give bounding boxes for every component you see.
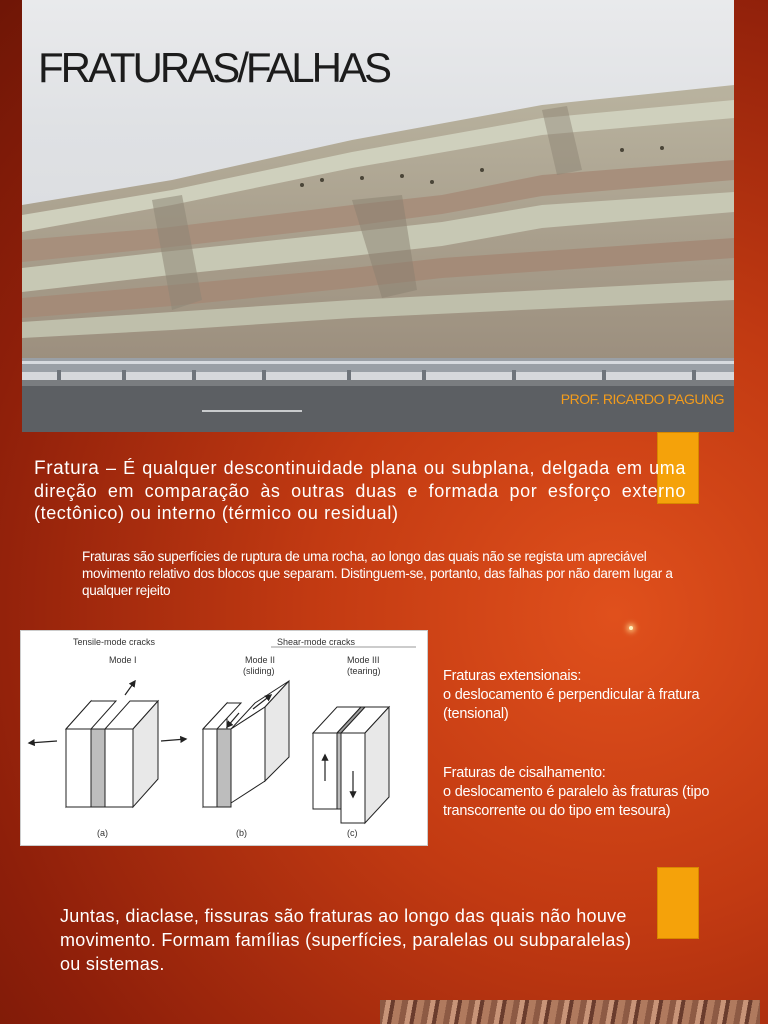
mode2-sub: (sliding)	[243, 666, 275, 676]
extensional-text: o deslocamento é perpendicular à fratura (tensional)	[443, 687, 700, 722]
label-c: (c)	[347, 828, 358, 838]
mode3-label: Mode III	[347, 655, 380, 665]
author-credit: PROF. RICARDO PAGUNG	[560, 391, 724, 407]
accent-bar-bottom	[657, 867, 699, 939]
page-title: FRATURAS/FALHAS	[38, 44, 389, 91]
extensional-title: Fraturas extensionais:	[443, 668, 582, 684]
rock-photo-partial	[380, 1000, 760, 1024]
shear-header: Shear-mode cracks	[277, 637, 356, 647]
label-a: (a)	[97, 828, 108, 838]
joints-paragraph: Juntas, diaclase, fissuras são fraturas ao longo das quais não houve movimento. Formam famílias (superfícies, paralelas ou subparalelas) ou sistemas.	[60, 906, 632, 974]
label-b: (b)	[236, 828, 247, 838]
crack-modes-diagram	[21, 631, 427, 845]
crack-modes-figure	[20, 630, 428, 846]
extensional-fractures	[443, 667, 743, 724]
definition-text: É qualquer descontinuidade plana ou subplana, delgada em uma direção em comparação às outras duas e formada por esforço externo (tectônico) ou interno (térmico ou residual)	[34, 458, 686, 523]
tensile-header: Tensile-mode cracks	[73, 637, 156, 647]
mode2-label: Mode II	[245, 655, 276, 665]
shear-text: o deslocamento é paralelo às fraturas (tipo transcorrente ou do tipo em tesoura)	[443, 784, 710, 819]
fracture-summary: Fraturas são superfícies de ruptura de uma rocha, ao longo das quais não se regista um apreciável movimento relativo dos blocos que separam. Distinguem-se, portanto, das falhas por não darem lugar a qualquer rejeito	[82, 549, 673, 598]
shear-title: Fraturas de cisalhamento:	[443, 765, 606, 781]
light-glint	[629, 626, 633, 630]
mode1-label: Mode I	[109, 655, 137, 665]
definition-term: Fratura	[34, 458, 100, 479]
mode3-sub: (tearing)	[347, 666, 381, 676]
shear-fractures	[443, 764, 743, 821]
fracture-definition	[34, 457, 686, 524]
hero-photo	[22, 0, 734, 432]
definition-dash: –	[99, 458, 124, 478]
